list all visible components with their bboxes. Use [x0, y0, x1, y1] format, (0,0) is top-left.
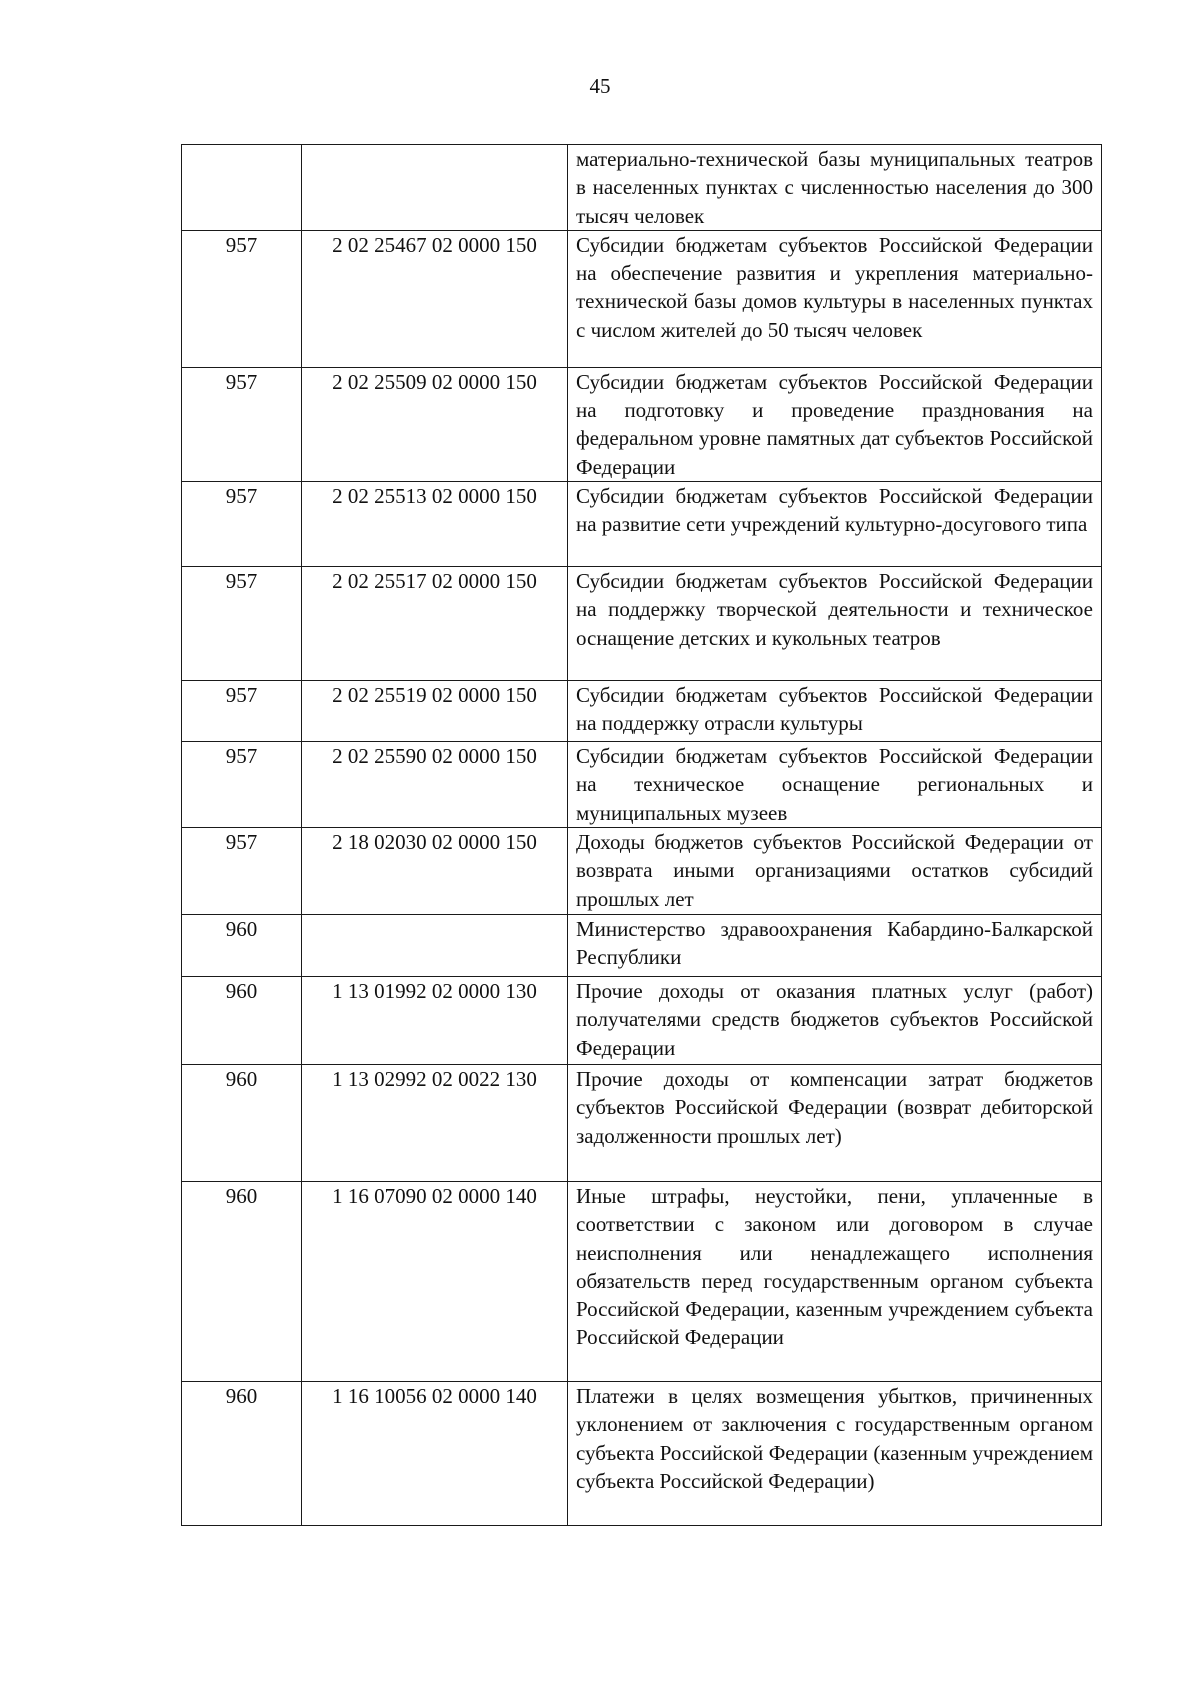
table-row — [182, 1381, 1102, 1525]
table-row — [182, 827, 1102, 914]
admin-code-cell: 957 — [182, 827, 302, 914]
revenue-codes-table — [181, 144, 1102, 1526]
table-row — [182, 567, 1102, 681]
revenue-code-cell: 2 02 25509 02 0000 150 — [302, 367, 568, 481]
table-row — [182, 914, 1102, 976]
revenue-code-cell: 1 13 01992 02 0000 130 — [302, 976, 568, 1064]
revenue-name-cell: Субсидии бюджетам субъектов Российской Федерации на обеспечение развития и укрепления материально-технической базы домов культуры в населенных пунктах с числом жителей до 50 тысяч человек — [568, 230, 1102, 367]
table-row — [182, 230, 1102, 367]
revenue-name-cell: материально-технической базы муниципальных театров в населенных пунктах с численностью населения до 300 тысяч человек — [568, 145, 1102, 231]
admin-code-cell: 957 — [182, 742, 302, 828]
page-number: 45 — [589, 74, 611, 98]
admin-code-cell: 960 — [182, 1181, 302, 1381]
revenue-name-cell: Прочие доходы от оказания платных услуг (работ) получателями средств бюджетов субъектов Российской Федерации — [568, 976, 1102, 1064]
revenue-name-cell: Субсидии бюджетам субъектов Российской Федерации на техническое оснащение региональных и муниципальных музеев — [568, 742, 1102, 828]
revenue-name-cell: Министерство здравоохранения Кабардино-Балкарской Республики — [568, 914, 1102, 976]
revenue-name-cell: Доходы бюджетов субъектов Российской Федерации от возврата иными организациями остатков субсидий прошлых лет — [568, 827, 1102, 914]
admin-code-cell: 960 — [182, 914, 302, 976]
revenue-code-cell: 1 16 07090 02 0000 140 — [302, 1181, 568, 1381]
revenue-name-cell: Платежи в целях возмещения убытков, причиненных уклонением от заключения с государственным органом субъекта Российской Федерации (казенным учреждением субъекта Российской Федерации) — [568, 1381, 1102, 1525]
admin-code-cell: 960 — [182, 1381, 302, 1525]
revenue-code-cell: 2 18 02030 02 0000 150 — [302, 827, 568, 914]
revenue-code-cell — [302, 145, 568, 231]
admin-code-cell: 957 — [182, 367, 302, 481]
revenue-name-cell: Иные штрафы, неустойки, пени, уплаченные в соответствии с законом или договором в случае неисполнения или ненадлежащего исполнения обязательств перед государственным органом субъекта Российской Федерации, казенным учреждением субъекта Российской Федерации — [568, 1181, 1102, 1381]
revenue-code-cell — [302, 914, 568, 976]
table-row — [182, 145, 1102, 231]
revenue-code-cell: 1 16 10056 02 0000 140 — [302, 1381, 568, 1525]
revenue-name-cell: Субсидии бюджетам субъектов Российской Федерации на поддержку отрасли культуры — [568, 681, 1102, 742]
revenue-code-cell: 2 02 25467 02 0000 150 — [302, 230, 568, 367]
revenue-name-cell: Субсидии бюджетам субъектов Российской Федерации на поддержку творческой деятельности и техническое оснащение детских и кукольных театров — [568, 567, 1102, 681]
table-row — [182, 1181, 1102, 1381]
table-row — [182, 1064, 1102, 1181]
admin-code-cell: 960 — [182, 976, 302, 1064]
admin-code-cell: 957 — [182, 567, 302, 681]
admin-code-cell: 957 — [182, 482, 302, 567]
table-row — [182, 976, 1102, 1064]
admin-code-cell — [182, 145, 302, 231]
table-row — [182, 681, 1102, 742]
table-row — [182, 742, 1102, 828]
revenue-code-cell: 1 13 02992 02 0022 130 — [302, 1064, 568, 1181]
admin-code-cell: 957 — [182, 681, 302, 742]
revenue-code-cell: 2 02 25590 02 0000 150 — [302, 742, 568, 828]
revenue-name-cell: Субсидии бюджетам субъектов Российской Федерации на подготовку и проведение празднования на федеральном уровне памятных дат субъектов Российской Федерации — [568, 367, 1102, 481]
revenue-name-cell: Прочие доходы от компенсации затрат бюджетов субъектов Российской Федерации (возврат дебиторской задолженности прошлых лет) — [568, 1064, 1102, 1181]
admin-code-cell: 957 — [182, 230, 302, 367]
revenue-code-cell: 2 02 25517 02 0000 150 — [302, 567, 568, 681]
revenue-code-cell: 2 02 25513 02 0000 150 — [302, 482, 568, 567]
admin-code-cell: 960 — [182, 1064, 302, 1181]
table-row — [182, 367, 1102, 481]
revenue-code-cell: 2 02 25519 02 0000 150 — [302, 681, 568, 742]
table-row — [182, 482, 1102, 567]
revenue-name-cell: Субсидии бюджетам субъектов Российской Федерации на развитие сети учреждений культурно-досугового типа — [568, 482, 1102, 567]
